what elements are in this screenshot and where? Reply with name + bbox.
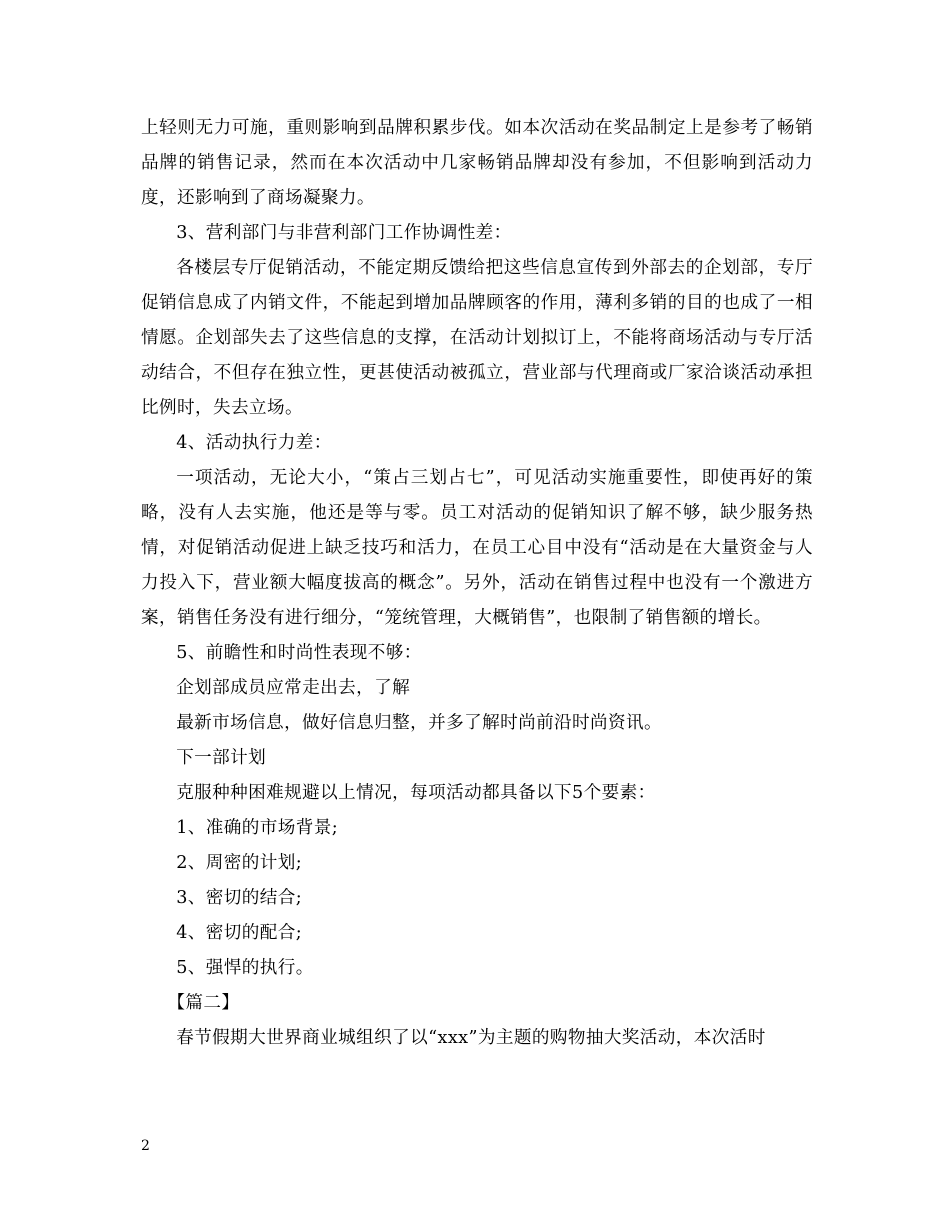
paragraph-foresight-2: 最新市场信息，做好信息归整，并多了解时尚前沿时尚资讯。 bbox=[176, 713, 663, 733]
list-item-3: 3、密切的结合; bbox=[176, 888, 303, 908]
paragraph-foresight-1: 企划部成员应常走出去，了解 bbox=[176, 678, 411, 698]
heading-execution: 4、活动执行力差： bbox=[176, 433, 332, 453]
list-item-5: 5、强悍的执行。 bbox=[176, 958, 314, 978]
heading-next-plan: 下一部计划 bbox=[176, 748, 267, 768]
paragraph-next-plan: 克服种种困难规避以上情况，每项活动都具备以下5个要素： bbox=[176, 783, 656, 803]
paragraph-execution: 一项活动，无论大小，“策占三划占七”，可见活动实施重要性，即使再好的策略，没有人去实施，他还是等与零。员工对活动的促销知识了解不够，缺少服务热情，对促销活动促进上缺乏技巧和活力，在员工心目中没有“活动是在大量资金与人力投入下，营业额大幅度拔高的概念”。另外，活动在销售过程中也没有一个激进方案，销售任务没有进行细分，“笼统管理，大概销售”，也限制了销售额的增长。 bbox=[141, 468, 813, 628]
list-item-2: 2、周密的计划; bbox=[176, 853, 303, 873]
heading-department-coordination: 3、营利部门与非营利部门工作协调性差： bbox=[176, 223, 512, 243]
document-body bbox=[141, 111, 813, 1056]
heading-foresight: 5、前瞻性和时尚性表现不够： bbox=[176, 643, 422, 663]
page-number: 2 bbox=[141, 1138, 150, 1154]
list-item-1: 1、准确的市场背景; bbox=[176, 818, 339, 838]
list-item-4: 4、密切的配合; bbox=[176, 923, 303, 943]
paragraph-department-coordination: 各楼层专厅促销活动，不能定期反馈给把这些信息宣传到外部去的企划部，专厅促销信息成了内销文件，不能起到增加品牌顾客的作用，薄利多销的目的也成了一相情愿。企划部失去了这些信息的支撑，在活动计划拟订上，不能将商场活动与专厅活动结合，不但存在独立性，更甚使活动被孤立，营业部与代理商或厂家洽谈活动承担比例时，失去立场。 bbox=[141, 258, 813, 418]
section-heading-part-two: 【篇二】 bbox=[167, 993, 240, 1013]
paragraph-brand-impact: 上轻则无力可施，重则影响到品牌积累步伐。如本次活动在奖品制定上是参考了畅销品牌的销售记录，然而在本次活动中几家畅销品牌却没有参加，不但影响到活动力度，还影响到了商场凝聚力。 bbox=[141, 118, 813, 208]
paragraph-part-two-intro: 春节假期大世界商业城组织了以“xxx”为主题的购物抽大奖活动，本次活时 bbox=[176, 1028, 766, 1048]
